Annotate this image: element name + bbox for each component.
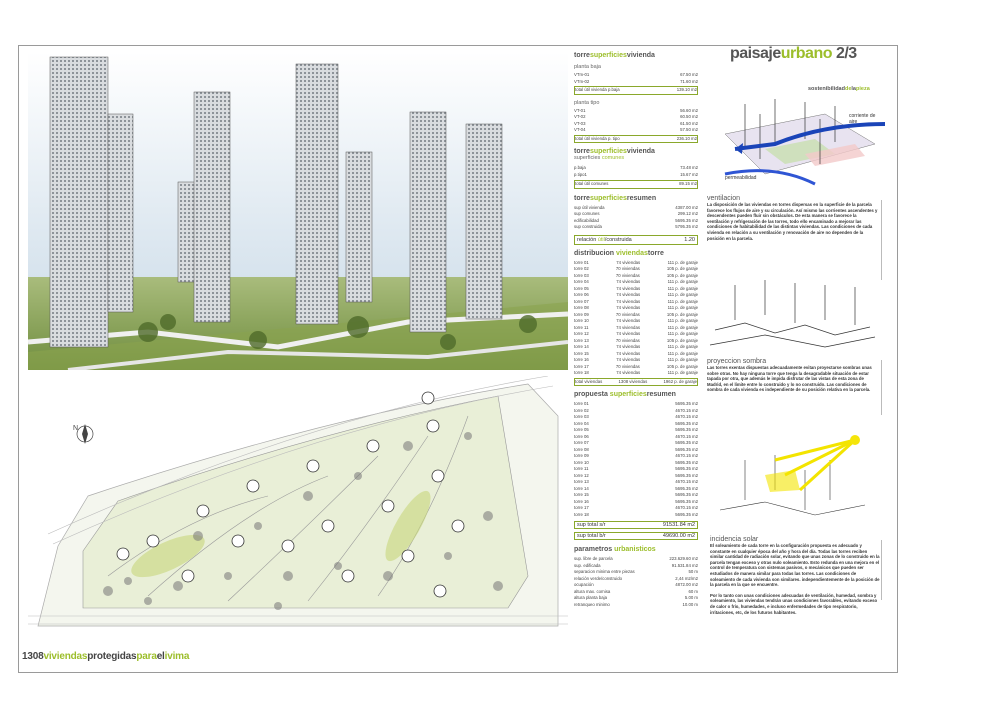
bottom-title-word-1: viviendas — [43, 651, 88, 662]
distribucion-row-cell: 74 viviendas — [616, 298, 641, 304]
propuesta-row-cell: torre 11 — [574, 466, 589, 471]
propuesta-row-cell: torre 15 — [574, 492, 589, 497]
bottom-title-number: 1308 — [22, 651, 44, 662]
parametros-row-cell: 10.00 m — [682, 601, 698, 607]
propuesta-row-cell: torre 13 — [574, 479, 589, 484]
distribucion-row-cell: 111 p. de garaje — [667, 305, 698, 310]
distribucion-row-cell: torre 15 — [574, 350, 589, 356]
comunes-row-cell: 15.67 m2 — [680, 171, 698, 177]
propuesta-row-cell: 5695.35 m2 — [675, 446, 698, 452]
propuesta-row-cell: 5695.35 m2 — [675, 492, 698, 497]
sombra-text: Las torres exentas dispuestas adecuadamente evitan proyectarse sombras unas sobre otras. No hay ninguna torre que tenga la desagradable situación de estar tapada por otra, que además le impida disfrutar de las vistas de esta zona de Madrid, en el límite entre lo construido y lo no construido. Las condiciones de sombra de cada vivienda es independiente de su posición relativa en la parcela. — [707, 365, 872, 393]
distribucion-row-cell: torre 01 — [574, 259, 589, 265]
parametros-row-cell: 5.00 m — [684, 595, 698, 600]
distribucion-row-cell: 105 p. de garaje — [666, 272, 698, 278]
distribucion-row-cell: 111 p. de garaje — [667, 298, 698, 304]
distribucion-title: distribucion viviendastorre — [574, 249, 664, 257]
parametros-row-cell: sup. edificada — [574, 562, 601, 568]
solar-text-2: Por lo tanto con unas condiciones adecuadas de ventilación, humedad, sombra y soleamiento, las viviendas tendrán unas condiciones favorables, evitando exceso de calor o frío, humedades, e incluso enfermedades de tipo respiratorio, irritaciones, etc, de los futuros habitantes. — [710, 592, 878, 615]
sup-total-br-row: sup total b/r 49690.00 m2 — [574, 532, 698, 540]
propuesta-row-cell: torre 10 — [574, 459, 589, 465]
parametros-row — [574, 602, 698, 609]
pt-row-cell: VT-03 — [574, 120, 586, 126]
comunes-row-cell: p.baja — [574, 165, 586, 170]
propuesta-row-cell: torre 01 — [574, 401, 589, 406]
sup-total-sr-row: sup total s/r 91531.84 m2 — [574, 521, 698, 529]
ventilacion-block — [707, 195, 879, 270]
parametros-row-cell: 223.629.60 m2 — [669, 556, 698, 561]
parametros-row-cell: 60 m — [688, 588, 698, 594]
distribucion-row-cell: torre 02 — [574, 266, 589, 271]
propuesta-row-cell: torre 05 — [574, 427, 589, 432]
propuesta-row-cell: 5695.35 m2 — [675, 459, 698, 465]
permeabilidad-label: permeabilidad — [725, 175, 757, 181]
parametros-row-cell: 2,44 m2/m2 — [675, 575, 698, 581]
distribucion-row-cell: 70 viviendas — [615, 337, 640, 343]
solar-block — [710, 536, 882, 615]
propuesta-row-cell: torre 14 — [574, 485, 589, 491]
parametros-row-cell: sup. libre de parcela — [574, 556, 613, 561]
solar-divider — [881, 540, 882, 600]
propuesta-row-cell: 5695.35 m2 — [675, 466, 698, 471]
relacion-row: relación útil/construida 1.20 — [574, 235, 698, 245]
propuesta-title: propuesta superficiesresumen — [574, 391, 676, 398]
propuesta-row-cell: torre 09 — [574, 453, 589, 458]
distribucion-row-cell: torre 10 — [574, 318, 589, 323]
distribucion-row-cell: 105 p. de garaje — [666, 311, 698, 317]
distribucion-row-cell: 74 viviendas — [616, 259, 641, 265]
resumen-row-cell: sup construida — [574, 224, 602, 229]
propuesta-row-cell: torre 06 — [574, 433, 589, 439]
distribucion-row-cell: 111 p. de garaje — [667, 357, 698, 362]
distribucion-row-cell: 111 p. de garaje — [667, 292, 698, 297]
distribucion-total-row: total viviendas 1308 viviendas 1962 p. de garaje — [574, 378, 698, 387]
bottom-title-word-5: ivima — [164, 651, 190, 662]
distribucion-row-cell: 74 viviendas — [616, 305, 641, 310]
ventilacion-divider — [881, 200, 882, 280]
propuesta-row — [574, 512, 698, 519]
distribucion-row-cell: 74 viviendas — [616, 350, 641, 356]
distribucion-row-cell: torre 06 — [574, 292, 589, 297]
title-word-1: paisaje — [730, 45, 781, 62]
bottom-title — [22, 651, 189, 662]
distribucion-row-cell: torre 03 — [574, 272, 589, 278]
comunes-total-row: total útil comunes 89.15 m2 — [574, 180, 698, 189]
pt-row — [574, 127, 698, 134]
parametros-row-cell: 91.531.84 m2 — [671, 562, 698, 568]
solar-text: El soleamiento de cada torre en la configuración propuesta es adecuado y constante en cualquier época del año y hora del día. Todas las torres reciben similar cantidad de radiación solar, evitando que unas zonas de lo construido en la parcela tengan exceso y otras nulo soleamiento. Esto redunda en una mejora en el control de temperatura con sistemas pasivos, o mecánicos que pueden ser estudiados de manera similar para todas las torres. Las condiciones de soleamiento de cada vivienda son similares. independientemente de la posición de la parcela en la que se encuentre. — [710, 543, 880, 588]
shadow-diagram — [705, 275, 880, 355]
sombra-divider — [881, 360, 882, 415]
resumen-row-cell: sup comunes — [574, 211, 600, 216]
north-label: N — [73, 425, 79, 432]
sostenibilidad-title: sostenibilidaddelapieza — [808, 86, 870, 92]
distribucion-row — [574, 370, 698, 377]
parametros-row-cell: 50 m — [688, 569, 698, 574]
distribucion-row-cell: 70 viviendas — [615, 272, 640, 278]
propuesta-row-cell: 4670.15 m2 — [675, 453, 698, 458]
propuesta-row-cell: torre 08 — [574, 446, 589, 452]
propuesta-row-cell: torre 17 — [574, 505, 589, 510]
pb-row — [574, 79, 698, 86]
distribucion-row-cell: 74 viviendas — [616, 292, 641, 297]
distribucion-row-cell: 111 p. de garaje — [667, 279, 698, 284]
distribucion-row-cell: 74 viviendas — [616, 279, 641, 284]
sheet-title — [730, 45, 857, 63]
distribucion-row-cell: torre 14 — [574, 344, 589, 349]
sup-vivienda-title: torresuperficiesvivienda — [574, 52, 655, 59]
ventilacion-text: La disposición de las viviendas en torres dispersas en la superficie de la parcela favorece los flujos de aire y su circulación. Así mismo las corrientes ascendentes y descendentes pueden fluir sin obstáculos. De esta manera se favorece la ventilación y refrigeración de las torres, todo ello encaminado a mejorar las condiciones de habitabilidad de las distintas viviendas. Las condiciones de cada vivienda en relación a su ventilación y renovación de aire no dependen de la posición en la parcela. — [707, 202, 878, 241]
pt-row-cell: 61.50 m2 — [680, 120, 698, 126]
parametros-row-cell: separacion minima entre piezas — [574, 569, 635, 574]
solar-title: incidencia solar — [710, 536, 759, 543]
distribucion-row-cell: 111 p. de garaje — [667, 331, 698, 336]
pb-row-cell: VTm-01 — [574, 72, 590, 77]
bottom-title-word-3: para — [136, 651, 157, 662]
propuesta-row-cell: 4670.15 m2 — [675, 505, 698, 510]
parametros-row-cell: altura max. cornisa — [574, 588, 611, 594]
distribucion-row-cell: 74 viviendas — [616, 331, 641, 336]
pb-row-cell: 71.60 m2 — [680, 78, 698, 84]
pt-row-cell: 60.50 m2 — [680, 114, 698, 119]
pt-row-cell: VT-01 — [574, 107, 586, 113]
distribucion-row-cell: 111 p. de garaje — [667, 259, 698, 265]
propuesta-row-cell: 5695.35 m2 — [675, 511, 698, 517]
propuesta-row-cell: torre 16 — [574, 498, 589, 504]
distribucion-row-cell: 111 p. de garaje — [667, 350, 698, 356]
distribucion-row-cell: 70 viviendas — [615, 311, 640, 317]
parametros-row-cell: altura planta baja — [574, 595, 607, 600]
parametros-title: parametros urbanisticos — [574, 546, 656, 553]
propuesta-row-cell: 4670.15 m2 — [675, 407, 698, 413]
pt-row-cell: 56.60 m2 — [680, 107, 698, 113]
resumen-row-cell: 299.12 m2 — [677, 211, 698, 216]
distribucion-row-cell: torre 12 — [574, 331, 589, 336]
ventilacion-title: ventilacion — [707, 195, 741, 202]
propuesta-row-cell: torre 12 — [574, 472, 589, 478]
propuesta-row-cell: 5695.35 m2 — [675, 401, 698, 406]
bottom-title-word-4: el — [156, 651, 165, 662]
sombra-block — [707, 358, 879, 393]
distribucion-row-cell: 74 viviendas — [616, 285, 641, 291]
propuesta-row-cell: torre 02 — [574, 407, 589, 413]
distribucion-row-cell: 105 p. de garaje — [666, 337, 698, 343]
distribucion-row-cell: torre 18 — [574, 370, 589, 375]
distribucion-row-cell: 105 p. de garaje — [666, 363, 698, 369]
resumen-row-cell: edificabilidad — [574, 217, 599, 223]
sombra-title: proyeccion sombra — [707, 358, 767, 365]
sup-comunes-subtitle: superficies comunes — [574, 155, 625, 161]
distribucion-row-cell: 111 p. de garaje — [667, 324, 698, 330]
distribucion-row-cell: 70 viviendas — [615, 363, 640, 369]
parametros-row-cell: 4872.00 m2 — [675, 582, 698, 587]
propuesta-row-cell: torre 03 — [574, 414, 589, 419]
bottom-title-word-2: protegidas — [87, 651, 137, 662]
parametros-row-cell: ocupación — [574, 582, 594, 587]
distribucion-row-cell: 111 p. de garaje — [667, 318, 698, 323]
pb-row-cell: 67.50 m2 — [680, 72, 698, 77]
tables-column — [574, 52, 698, 608]
pt-total-row: total útil vivienda p. tipo 236.10 m2 — [574, 135, 698, 144]
sheet-number: 2/3 — [835, 45, 857, 62]
distribucion-row-cell: 105 p. de garaje — [666, 266, 698, 271]
pt-row-cell: VT-02 — [574, 114, 586, 119]
distribucion-row-cell: torre 08 — [574, 305, 589, 310]
propuesta-row-cell: 4670.15 m2 — [675, 479, 698, 484]
pt-row-cell: 57.50 m2 — [680, 127, 698, 132]
propuesta-row-cell: torre 07 — [574, 440, 589, 445]
propuesta-row-cell: 4670.15 m2 — [675, 433, 698, 439]
pb-total-row: total útil vivienda p.baja 139.10 m2 — [574, 86, 698, 95]
distribucion-row-cell: 74 viviendas — [616, 357, 641, 362]
towers-rendering — [28, 52, 568, 370]
distribucion-row-cell: 111 p. de garaje — [667, 344, 698, 349]
parametros-row-cell: retranqueo minimo — [574, 601, 610, 607]
distribucion-row-cell: 74 viviendas — [616, 324, 640, 330]
pb-row-cell: VTm-02 — [574, 78, 590, 84]
distribucion-row-cell: 70 viviendas — [615, 266, 640, 271]
resumen-title: torresuperficiesresumen — [574, 194, 657, 202]
distribucion-row-cell: torre 16 — [574, 357, 589, 362]
distribucion-row-cell: torre 04 — [574, 279, 589, 284]
resumen-row-cell: 5695.35 m2 — [675, 217, 698, 223]
propuesta-row-cell: 5695.35 m2 — [675, 427, 698, 432]
propuesta-row-cell: 5695.35 m2 — [675, 498, 698, 504]
resumen-row-cell: 4387.00 m2 — [675, 204, 698, 210]
distribucion-row-cell: 111 p. de garaje — [667, 285, 698, 291]
distribucion-row-cell: 74 viviendas — [616, 370, 641, 375]
propuesta-row-cell: 5695.35 m2 — [675, 472, 698, 478]
resumen-row-cell: sup útil vivienda — [574, 204, 605, 210]
distribucion-row-cell: torre 07 — [574, 298, 589, 304]
planta-tipo-label: planta tipo — [574, 99, 600, 106]
pt-row-cell: VT-04 — [574, 127, 586, 132]
distribucion-row-cell: torre 09 — [574, 311, 589, 317]
distribucion-row-cell: 111 p. de garaje — [667, 370, 698, 375]
propuesta-row-cell: torre 04 — [574, 420, 589, 426]
propuesta-row-cell: 5695.35 m2 — [675, 420, 698, 426]
parametros-row-cell: relación verde/construido — [574, 575, 623, 581]
planta-baja-label: planta baja — [574, 64, 601, 70]
distribucion-row-cell: torre 13 — [574, 337, 589, 343]
resumen-row — [574, 224, 698, 231]
propuesta-row-cell: torre 18 — [574, 511, 589, 517]
solar-diagram — [705, 430, 880, 530]
comunes-row — [574, 172, 698, 179]
distribucion-row-cell: torre 05 — [574, 285, 589, 291]
resumen-row-cell: 5795.35 m2 — [675, 224, 698, 229]
distribucion-row-cell: torre 17 — [574, 363, 589, 369]
comunes-row-cell: p.tipo1 — [574, 171, 587, 177]
site-plan — [28, 376, 568, 648]
distribucion-row-cell: 74 viviendas — [616, 318, 641, 323]
propuesta-row-cell: 4670.15 m2 — [675, 414, 698, 419]
distribucion-row-cell: 74 viviendas — [616, 344, 641, 349]
sup-comunes-title: torresuperficiesvivienda — [574, 148, 655, 155]
distribucion-row-cell: torre 11 — [574, 324, 589, 330]
corriente-label: corriente de aire — [849, 113, 876, 125]
propuesta-row-cell: 5695.35 m2 — [675, 440, 698, 445]
propuesta-row-cell: 5695.35 m2 — [675, 485, 698, 491]
title-word-2: urbano — [780, 45, 832, 62]
comunes-row-cell: 73.48 m2 — [680, 165, 698, 170]
